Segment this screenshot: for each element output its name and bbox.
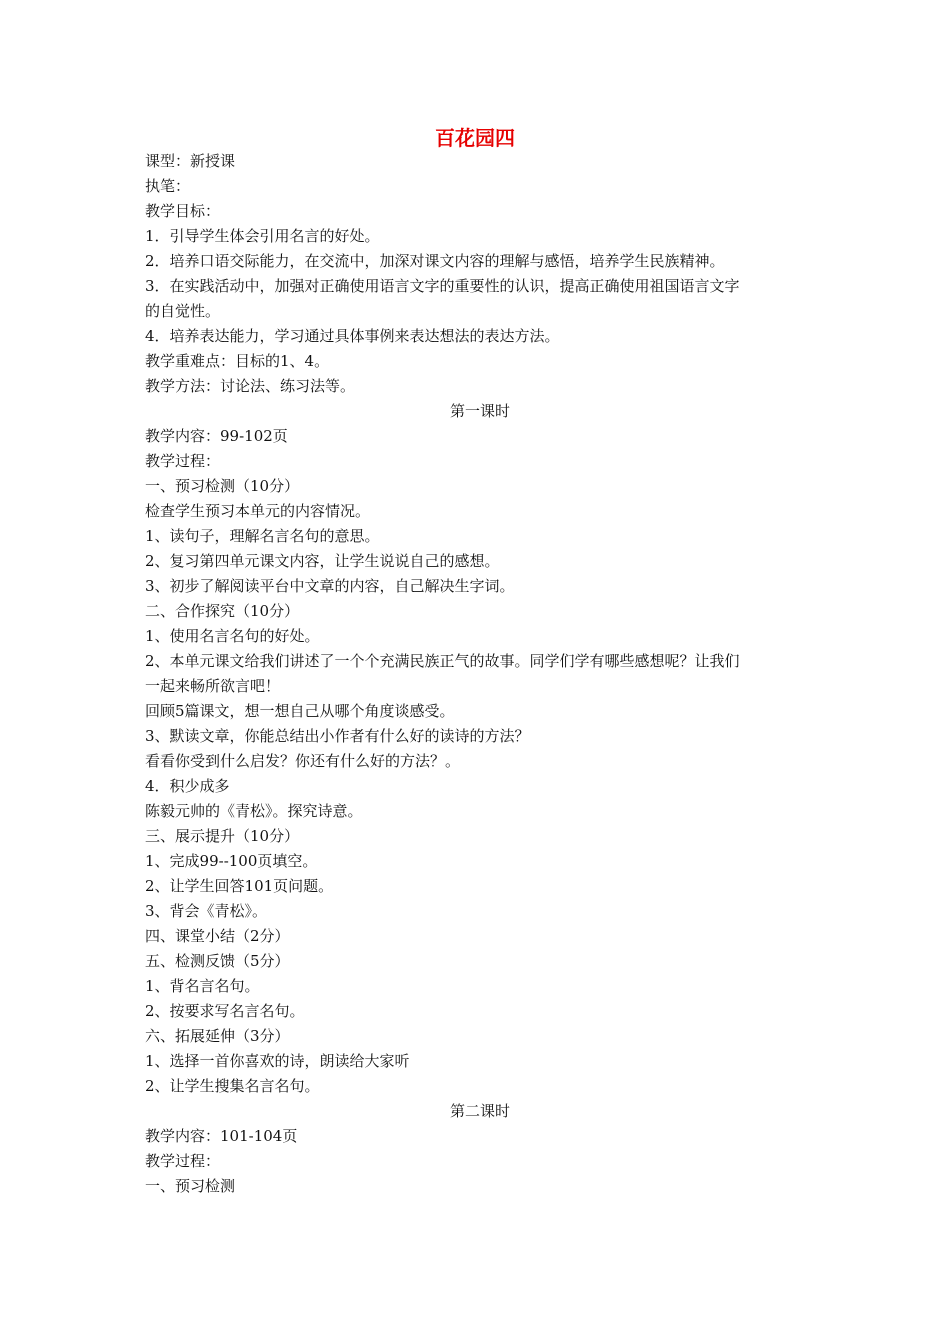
text-line: 一、预习检测 xyxy=(145,1177,236,1195)
text-line: 1、使用名言名句的好处。 xyxy=(145,627,320,645)
text-line: 检查学生预习本单元的内容情况。 xyxy=(145,502,371,520)
text-line: 教学目标： xyxy=(145,202,221,220)
text-line: 教学方法：讨论法、练习法等。 xyxy=(145,377,356,395)
text-line: 2、按要求写名言名句。 xyxy=(145,1002,305,1020)
text-line: 教学过程： xyxy=(145,452,221,470)
text-line: 课型：新授课 xyxy=(145,152,236,170)
text-line: 六、拓展延伸（3分） xyxy=(145,1027,290,1045)
text-line: 1、背名言名句。 xyxy=(145,977,260,995)
text-line: 执笔： xyxy=(145,177,191,195)
document-title: 百花园四 xyxy=(435,126,515,150)
text-line: 3、初步了解阅读平台中文章的内容，自己解决生字词。 xyxy=(145,577,515,595)
text-line: 的自觉性。 xyxy=(145,302,221,320)
text-line: 一起来畅所欲言吧！ xyxy=(145,677,281,695)
text-line: 2、本单元课文给我们讲述了一个个充满民族正气的故事。同学们学有哪些感想呢？让我们 xyxy=(145,652,740,670)
text-line: 教学重难点：目标的1、4。 xyxy=(145,352,330,370)
text-line: 1．引导学生体会引用名言的好处。 xyxy=(145,227,380,245)
document-body xyxy=(145,149,815,1199)
text-line: 四、课堂小结（2分） xyxy=(145,927,290,945)
text-line: 2、让学生回答101页问题。 xyxy=(145,877,334,895)
text-line: 回顾5篇课文，想一想自己从哪个角度谈感受。 xyxy=(145,702,455,720)
text-line: 五、检测反馈（5分） xyxy=(145,952,290,970)
section-heading: 第一课时 xyxy=(449,402,510,420)
text-line: 3、默读文章，你能总结出小作者有什么好的读诗的方法？ xyxy=(145,727,530,745)
text-line: 三、展示提升（10分） xyxy=(145,827,300,845)
text-line: 2、让学生搜集名言名句。 xyxy=(145,1077,320,1095)
text-line: 教学过程： xyxy=(145,1152,221,1170)
text-line: 二、合作探究（10分） xyxy=(145,602,300,620)
text-line: 3、背会《青松》。 xyxy=(145,902,268,920)
text-line: 教学内容：101-104页 xyxy=(145,1127,298,1145)
text-line: 3．在实践活动中，加强对正确使用语言文字的重要性的认识，提高正确使用祖国语言文字 xyxy=(145,277,740,295)
text-line: 1、选择一首你喜欢的诗，朗读给大家听 xyxy=(145,1052,410,1070)
text-line: 2．培养口语交际能力，在交流中，加深对课文内容的理解与感悟，培养学生民族精神。 xyxy=(145,252,725,270)
text-line: 教学内容：99-102页 xyxy=(145,427,288,445)
text-line: 陈毅元帅的《青松》。探究诗意。 xyxy=(145,802,363,820)
text-line: 1、完成99--100页填空。 xyxy=(145,852,318,870)
text-line: 一、预习检测（10分） xyxy=(145,477,300,495)
text-line: 1、读句子，理解名言名句的意思。 xyxy=(145,527,380,545)
text-line: 2、复习第四单元课文内容，让学生说说自己的感想。 xyxy=(145,552,500,570)
text-line: 4．积少成多 xyxy=(145,777,230,795)
text-line: 4．培养表达能力，学习通过具体事例来表达想法的表达方法。 xyxy=(145,327,560,345)
text-line: 看看你受到什么启发？你还有什么好的方法？。 xyxy=(145,752,461,770)
section-heading: 第二课时 xyxy=(449,1102,510,1120)
